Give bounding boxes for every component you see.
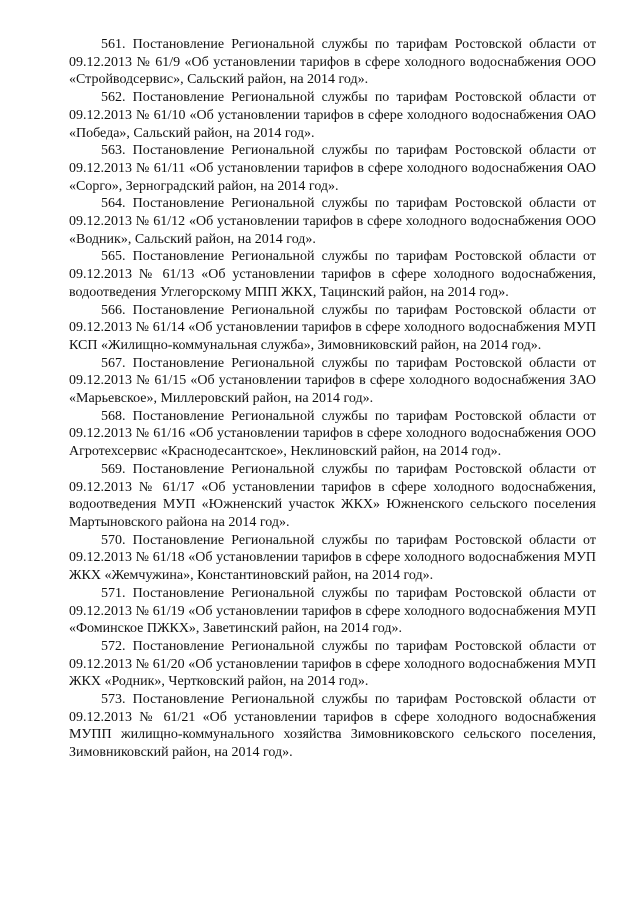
list-item: 567. Постановление Региональной службы по тарифам Ростовской области от 09.12.2013 № 61/15 «Об установлении тарифов в сфере холодного водоснабжения ЗАО «Марьевское», Миллеровский район, на 2014 год». (69, 355, 596, 407)
list-item: 571. Постановление Региональной службы по тарифам Ростовской области от 09.12.2013 № 61/19 «Об установлении тарифов в сфере холодного водоснабжения МУП «Фоминское ПЖКХ», Заветинский район, на 2014 год». (69, 585, 596, 637)
list-item: 563. Постановление Региональной службы по тарифам Ростовской области от 09.12.2013 № 61/11 «Об установлении тарифов в сфере холодного водоснабжения ОАО «Сорго», Зерноградский район, на 2014 год». (69, 143, 596, 194)
list-item: 570. Постановление Региональной службы по тарифам Ростовской области от 09.12.2013 № 61/18 «Об установлении тарифов в сфере холодного водоснабжения МУП ЖКХ «Жемчужина», Константиновский район, на 2014 год». (69, 532, 596, 584)
list-item: 562. Постановление Региональной службы по тарифам Ростовской области от 09.12.2013 № 61/10 «Об установлении тарифов в сфере холодного водоснабжения ОАО «Победа», Сальский район, на 2014 год». (69, 90, 596, 141)
list-item: 572. Постановление Региональной службы по тарифам Ростовской области от 09.12.2013 № 61/20 «Об установлении тарифов в сфере холодного водоснабжения МУП ЖКХ «Родник», Чертковский район, на 2014 год». (69, 638, 596, 690)
list-item: 565. Постановление Региональной службы по тарифам Ростовской области от 09.12.2013 № 61/13 «Об установлении тарифов в сфере холодного водоснабжения, водоотведения Углегорскому МПП ЖКХ, Тацинский район, на 2014 год». (69, 249, 596, 300)
resolution-list (69, 36, 596, 762)
list-item: 569. Постановление Региональной службы по тарифам Ростовской области от 09.12.2013 № 61/17 «Об установлении тарифов в сфере холодного водоснабжения, водоотведения МУП «Южненский участок ЖКХ» Южненского сельского поселения Мартыновского района на 2014 год». (69, 461, 596, 530)
list-item: 561. Постановление Региональной службы по тарифам Ростовской области от 09.12.2013 № 61/9 «Об установлении тарифов в сфере холодного водоснабжения ООО «Стройводсервис», Сальский район, на 2014 год». (69, 37, 596, 88)
list-item: 568. Постановление Региональной службы по тарифам Ростовской области от 09.12.2013 № 61/16 «Об установлении тарифов в сфере холодного водоснабжения ООО Агротехсервис «Краснодесантское», Неклиновский район, на 2014 год». (69, 408, 596, 460)
list-item: 566. Постановление Региональной службы по тарифам Ростовской области от 09.12.2013 № 61/14 «Об установлении тарифов в сфере холодного водоснабжения МУП КСП «Жилищно-коммунальная служба», Зимовниковский район, на 2014 год». (69, 302, 596, 353)
list-item: 573. Постановление Региональной службы по тарифам Ростовской области от 09.12.2013 № 61/21 «Об установлении тарифов в сфере холодного водоснабжения МУПП жилищно-коммунального хозяйства Зимовниковского сельского поселения, Зимовниковский район, на 2014 год». (69, 692, 596, 761)
list-item: 564. Постановление Региональной службы по тарифам Ростовской области от 09.12.2013 № 61/12 «Об установлении тарифов в сфере холодного водоснабжения ООО «Водник», Сальский район, на 2014 год». (69, 196, 596, 247)
